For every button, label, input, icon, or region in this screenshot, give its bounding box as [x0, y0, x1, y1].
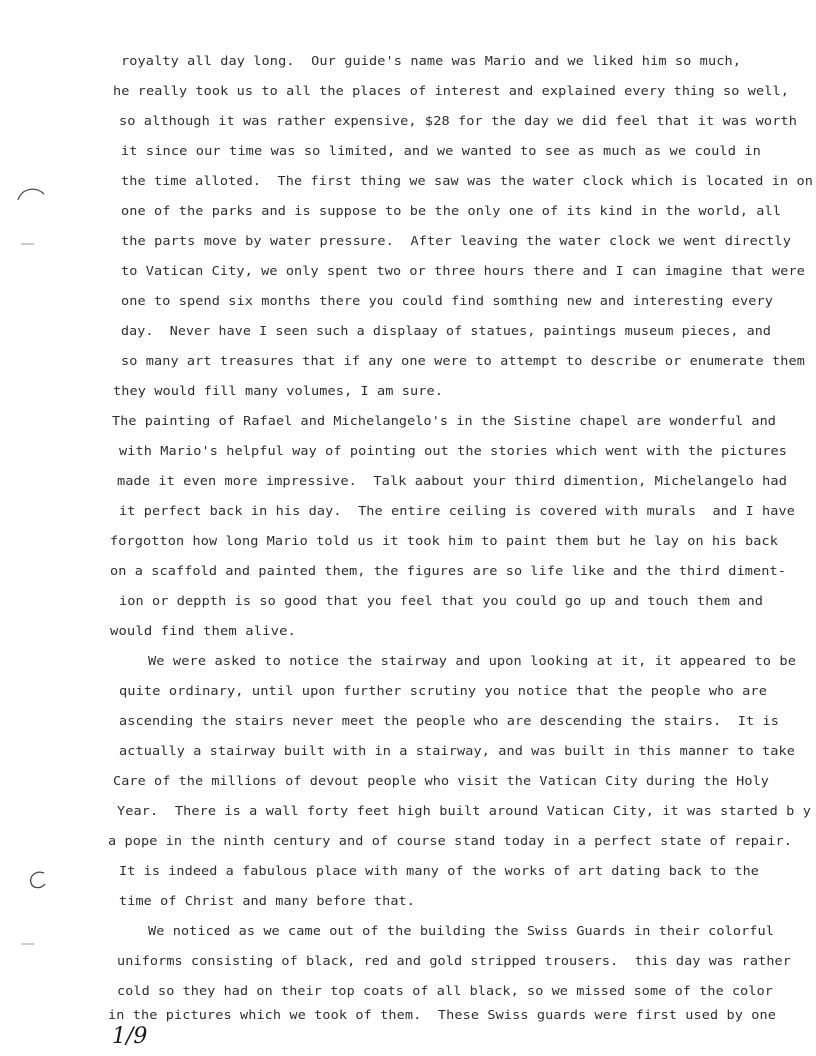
text-line: We noticed as we came out of the building the Swiss Guards in their colorful: [148, 924, 775, 938]
text-line: cold so they had on their top coats of all black, so we missed some of the color: [117, 984, 773, 998]
text-line: so many art treasures that if any one were to attempt to describe or enumerate them: [121, 354, 805, 368]
text-line: time of Christ and many before that.: [119, 894, 415, 908]
binder-hole-mark: [26, 868, 50, 892]
text-line: Care of the millions of devout people who visit the Vatican City during the Holy: [113, 774, 769, 788]
margin-dash-mark: [20, 940, 36, 948]
text-line: ion or deppth is so good that you feel that you could go up and touch them and: [119, 594, 763, 608]
text-line: so although it was rather expensive, $28 for the day we did feel that it was worth: [119, 114, 797, 128]
text-line: to Vatican City, we only spent two or three hours there and I can imagine that were: [121, 264, 805, 278]
text-line: day. Never have I seen such a displaay of statues, paintings museum pieces, and: [121, 324, 771, 338]
text-line: on a scaffold and painted them, the figures are so life like and the third diment-: [110, 564, 786, 578]
text-line: one to spend six months there you could find somthing new and interesting every: [121, 294, 774, 308]
page-number: 1/9: [112, 1024, 148, 1049]
text-line: Year. There is a wall forty feet high built around Vatican City, it was started b y: [117, 804, 811, 818]
text-line: the parts move by water pressure. After leaving the water clock we went directly: [121, 234, 791, 248]
text-line: actually a stairway built with in a stairway, and was built in this manner to take: [119, 744, 795, 758]
binder-hole-mark: [14, 182, 48, 204]
text-line: made it even more impressive. Talk aabout your third dimention, Michelangelo had: [117, 474, 787, 488]
text-line: the time alloted. The first thing we saw was the water clock which is located in on: [121, 174, 813, 188]
text-line: in the pictures which we took of them. These Swiss guards were first used by one: [108, 1008, 776, 1022]
text-line: it perfect back in his day. The entire ceiling is covered with murals and I have: [119, 504, 795, 518]
text-line: they would fill many volumes, I am sure.: [113, 384, 443, 398]
text-line: would find them alive.: [110, 624, 296, 638]
text-line: quite ordinary, until upon further scrutiny you notice that the people who are: [119, 684, 767, 698]
text-line: royalty all day long. Our guide's name was Mario and we liked him so much,: [121, 54, 742, 68]
text-line: uniforms consisting of black, red and gold stripped trousers. this day was rather: [117, 954, 791, 968]
text-line: The painting of Rafael and Michelangelo's in the Sistine chapel are wonderful and: [112, 414, 777, 428]
text-line: he really took us to all the places of interest and explained every thing so well,: [113, 84, 789, 98]
margin-dash-mark: [20, 240, 36, 248]
text-line: one of the parks and is suppose to be the only one of its kind in the world, all: [121, 204, 781, 218]
text-line: with Mario's helpful way of pointing out the stories which went with the pictures: [119, 444, 787, 458]
text-line: a pope in the ninth century and of course stand today in a perfect state of repair.: [108, 834, 792, 848]
text-line: it since our time was so limited, and we wanted to see as much as we could in: [121, 144, 761, 158]
text-line: forgotton how long Mario told us it took him to paint them but he lay on his back: [110, 534, 778, 548]
text-line: ascending the stairs never meet the people who are descending the stairs. It is: [119, 714, 779, 728]
text-line: It is indeed a fabulous place with many of the works of art dating back to the: [119, 864, 759, 878]
text-line: We were asked to notice the stairway and upon looking at it, it appeared to be: [148, 654, 796, 668]
